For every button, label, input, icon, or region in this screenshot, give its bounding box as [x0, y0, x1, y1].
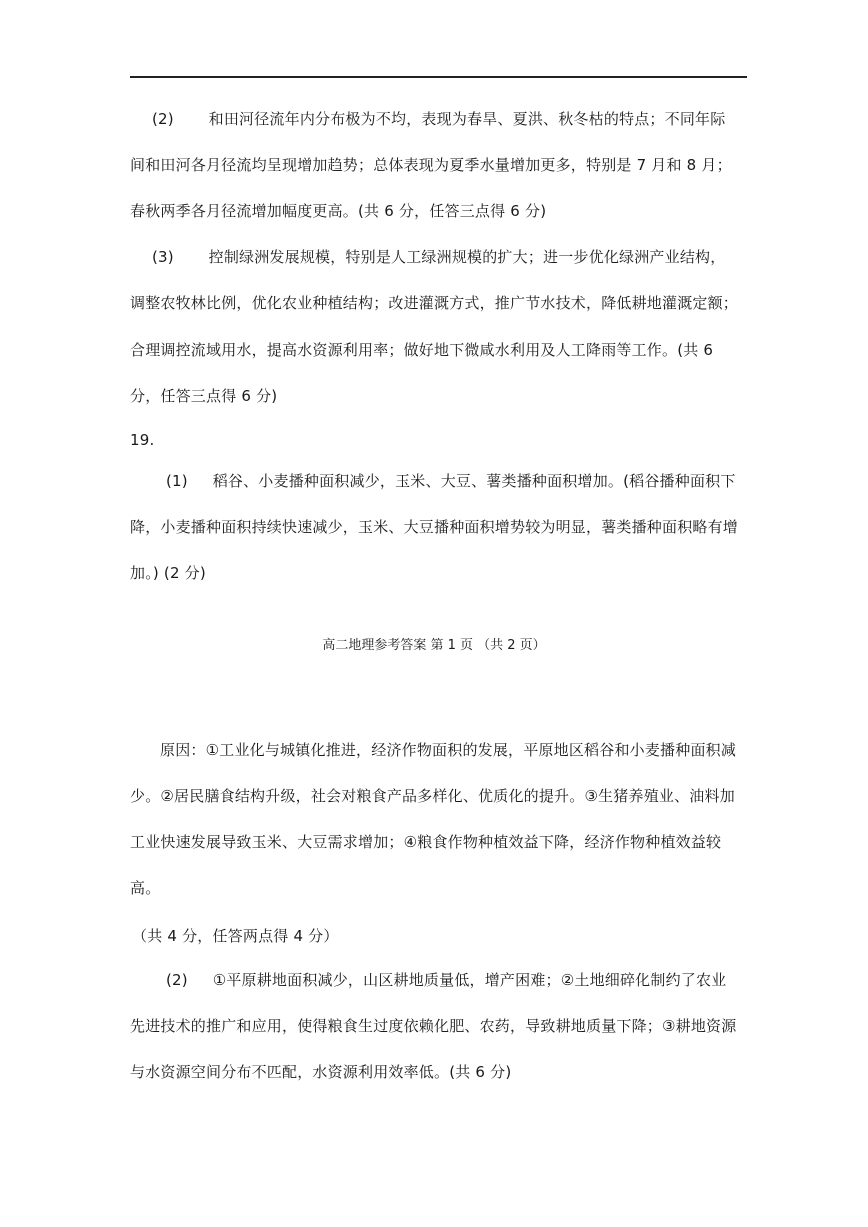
answer-line: 工业快速发展导致玉米、大豆需求增加；④粮食作物种植效益下降，经济作物种植效益较 — [130, 833, 722, 851]
answer-line: 降，小麦播种面积持续快速减少，玉米、大豆播种面积增势较为明显，薯类播种面积略有增 — [130, 518, 739, 536]
answer-line: 春秋两季各月径流增加幅度更高。(共 6 分，任答三点得 6 分) — [130, 202, 547, 220]
answer-line: 间和田河各月径流均呈现增加趋势；总体表现为夏季水量增加更多，特别是 7 月和 8 月； — [130, 156, 732, 174]
score-note: （共 4 分，任答两点得 4 分） — [132, 927, 339, 945]
answer-line: (3) 控制绿洲发展规模，特别是人工绿洲规模的扩大；进一步优化绿洲产业结构， — [152, 248, 726, 266]
answer-line: 高。 — [130, 879, 161, 897]
answer-line: 调整农牧林比例，优化农业种植结构；改进灌溉方式，推广节水技术，降低耕地灌溉定额； — [130, 294, 739, 312]
page-footer: 高二地理参考答案 第 1 页 （共 2 页） — [322, 638, 546, 653]
answer-line: 先进技术的推广和应用，使得粮食生过度依赖化肥、农药，导致耕地质量下降；③耕地资源 — [130, 1017, 737, 1035]
question-number: 19. — [130, 431, 155, 449]
answer-line: (1) 稻谷、小麦播种面积减少，玉米、大豆、薯类播种面积增加。(稻谷播种面积下 — [166, 472, 736, 490]
answer-line: 合理调控流域用水，提高水资源利用率；做好地下微咸水利用及人工降雨等工作。(共 6 — [130, 341, 714, 359]
answer-line: (2) ①平原耕地面积减少，山区耕地质量低，增产困难；②土地细碎化制约了农业 — [166, 971, 727, 989]
answer-line: 分，任答三点得 6 分) — [130, 387, 278, 405]
answer-line: 少。②居民膳食结构升级，社会对粮食产品多样化、优质化的提升。③生猪养殖业、油料加 — [130, 787, 735, 805]
answer-line: 加。) (2 分) — [130, 564, 206, 582]
answer-line: 与水资源空间分布不匹配，水资源利用效率低。(共 6 分) — [130, 1063, 512, 1081]
answer-line: 原因：①工业化与城镇化推进，经济作物面积的发展，平原地区稻谷和小麦播种面积减 — [160, 741, 737, 759]
answer-line: (2) 和田河径流年内分布极为不均，表现为春旱、夏洪、秋冬枯的特点；不同年际 — [152, 110, 726, 128]
header-rule — [130, 76, 747, 78]
